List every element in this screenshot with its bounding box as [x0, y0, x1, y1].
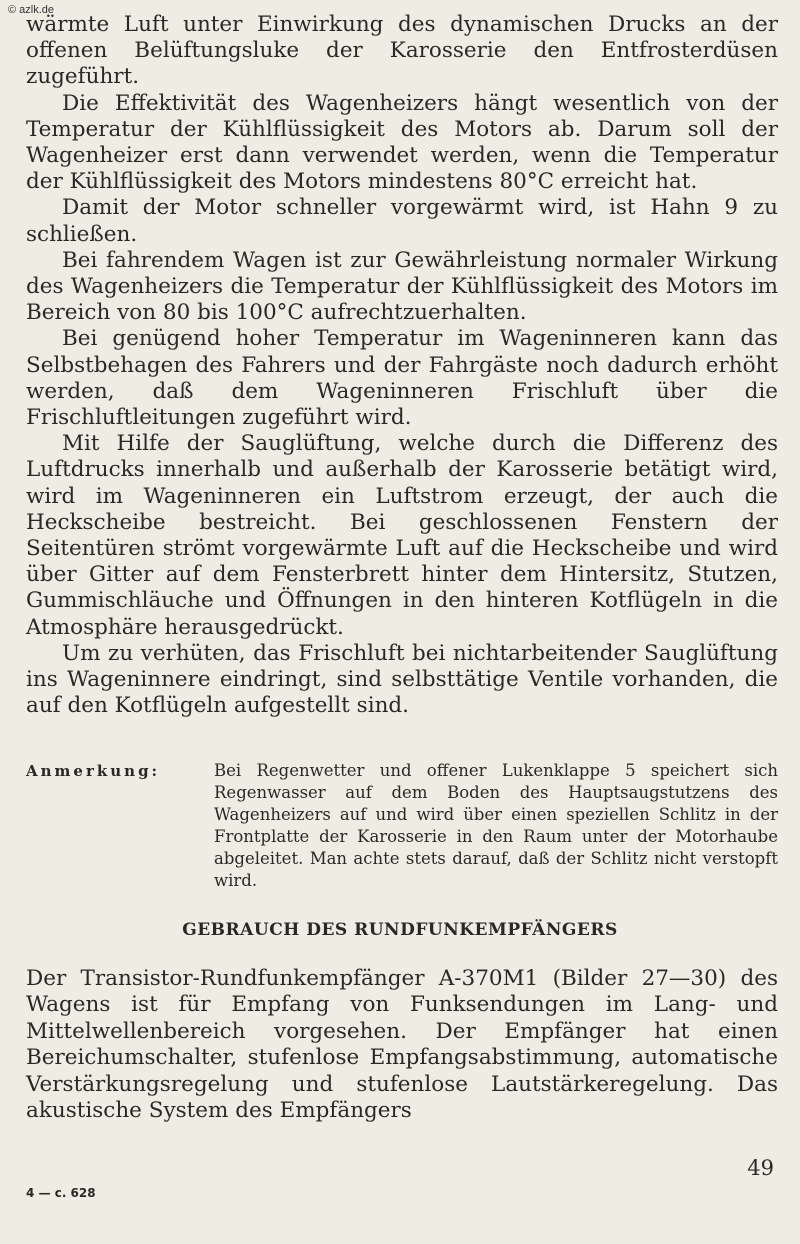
paragraph: Um zu verhüten, das Frischluft bei nichtarbeitender Sauglüftung ins Wageninnere eindringt, sind selbsttätige Ventile vorhanden, die auf den Kotflügeln aufgestellt sind.: [26, 640, 778, 719]
section-body: [26, 966, 778, 1124]
paragraph: Die Effektivität des Wagenheizers hängt wesentlich von der Temperatur der Kühlflüssigkeit des Motors ab. Darum soll der Wagenheizer erst dann verwendet werden, wenn die Temperatur der Kühlflüssigkeit des Motors mindestens 80°C erreicht hat.: [26, 90, 778, 195]
paragraph: Bei genügend hoher Temperatur im Wageninneren kann das Selbstbehagen des Fahrers und der Fahrgäste noch dadurch erhöht werden, daß dem Wageninneren Frischluft über die Frischluftleitungen zugeführt wird.: [26, 326, 778, 431]
paragraph: Mit Hilfe der Sauglüftung, welche durch die Differenz des Luftdrucks innerhalb und außerhalb der Karosserie betätigt wird, wird im Wageninneren ein Luftstrom erzeugt, der auch die Heckscheibe bestreicht. Bei geschlossenen Fenstern der Seitentüren strömt vorgewärmte Luft auf die Heckscheibe und wird über Gitter auf dem Fensterbrett hinter dem Hintersitz, Stutzen, Gummischläuche und Öffnungen in den hinteren Kotflügeln in die Atmosphäre herausgedrückt.: [26, 431, 778, 640]
note-text: Bei Regenwetter und offener Lukenklappe 5 speichert sich Regenwasser auf dem Boden des Hauptsaugstutzens des Wagenheizers auf und wird über einen speziellen Schlitz in der Frontplatte der Karosserie in den Raum unter der Motorhaube abgeleitet. Man achte stets darauf, daß der Schlitz nicht verstopft wird.: [214, 761, 778, 890]
section-heading: GEBRAUCH DES RUNDFUNKEMPFÄNGERS: [182, 920, 618, 940]
footer-signature: 4 — c. 628: [26, 1186, 96, 1200]
paragraph: Der Transistor-Rundfunkempfänger A-370M1 (Bilder 27—30) des Wagens ist für Empfang von Funksendungen im Lang- und Mittelwellenbereich vorgesehen. Der Empfänger hat einen Bereichumschalter, stufenlose Empfangsabstimmung, automatische Verstärkungsregelung und stufenlose Lautstärkeregelung. Das akustische System des Empfängers: [26, 966, 778, 1124]
body-text: [26, 12, 778, 719]
watermark: © azlk.de: [8, 4, 55, 16]
paragraph: wärmte Luft unter Einwirkung des dynamischen Drucks an der offenen Belüftungsluke der Karosserie den Entfrosterdüsen zugeführt.: [26, 12, 778, 90]
paragraph: Damit der Motor schneller vorgewärmt wird, ist Hahn 9 zu schließen.: [26, 195, 778, 247]
note-label: Anmerkung:: [26, 762, 161, 780]
paragraph: Bei fahrendem Wagen ist zur Gewährleistung normaler Wirkung des Wagenheizers die Temperatur der Kühlflüssigkeit des Motors im Bereich von 80 bis 100°C aufrechtzuerhalten.: [26, 247, 778, 326]
page-number: 49: [747, 1156, 774, 1180]
